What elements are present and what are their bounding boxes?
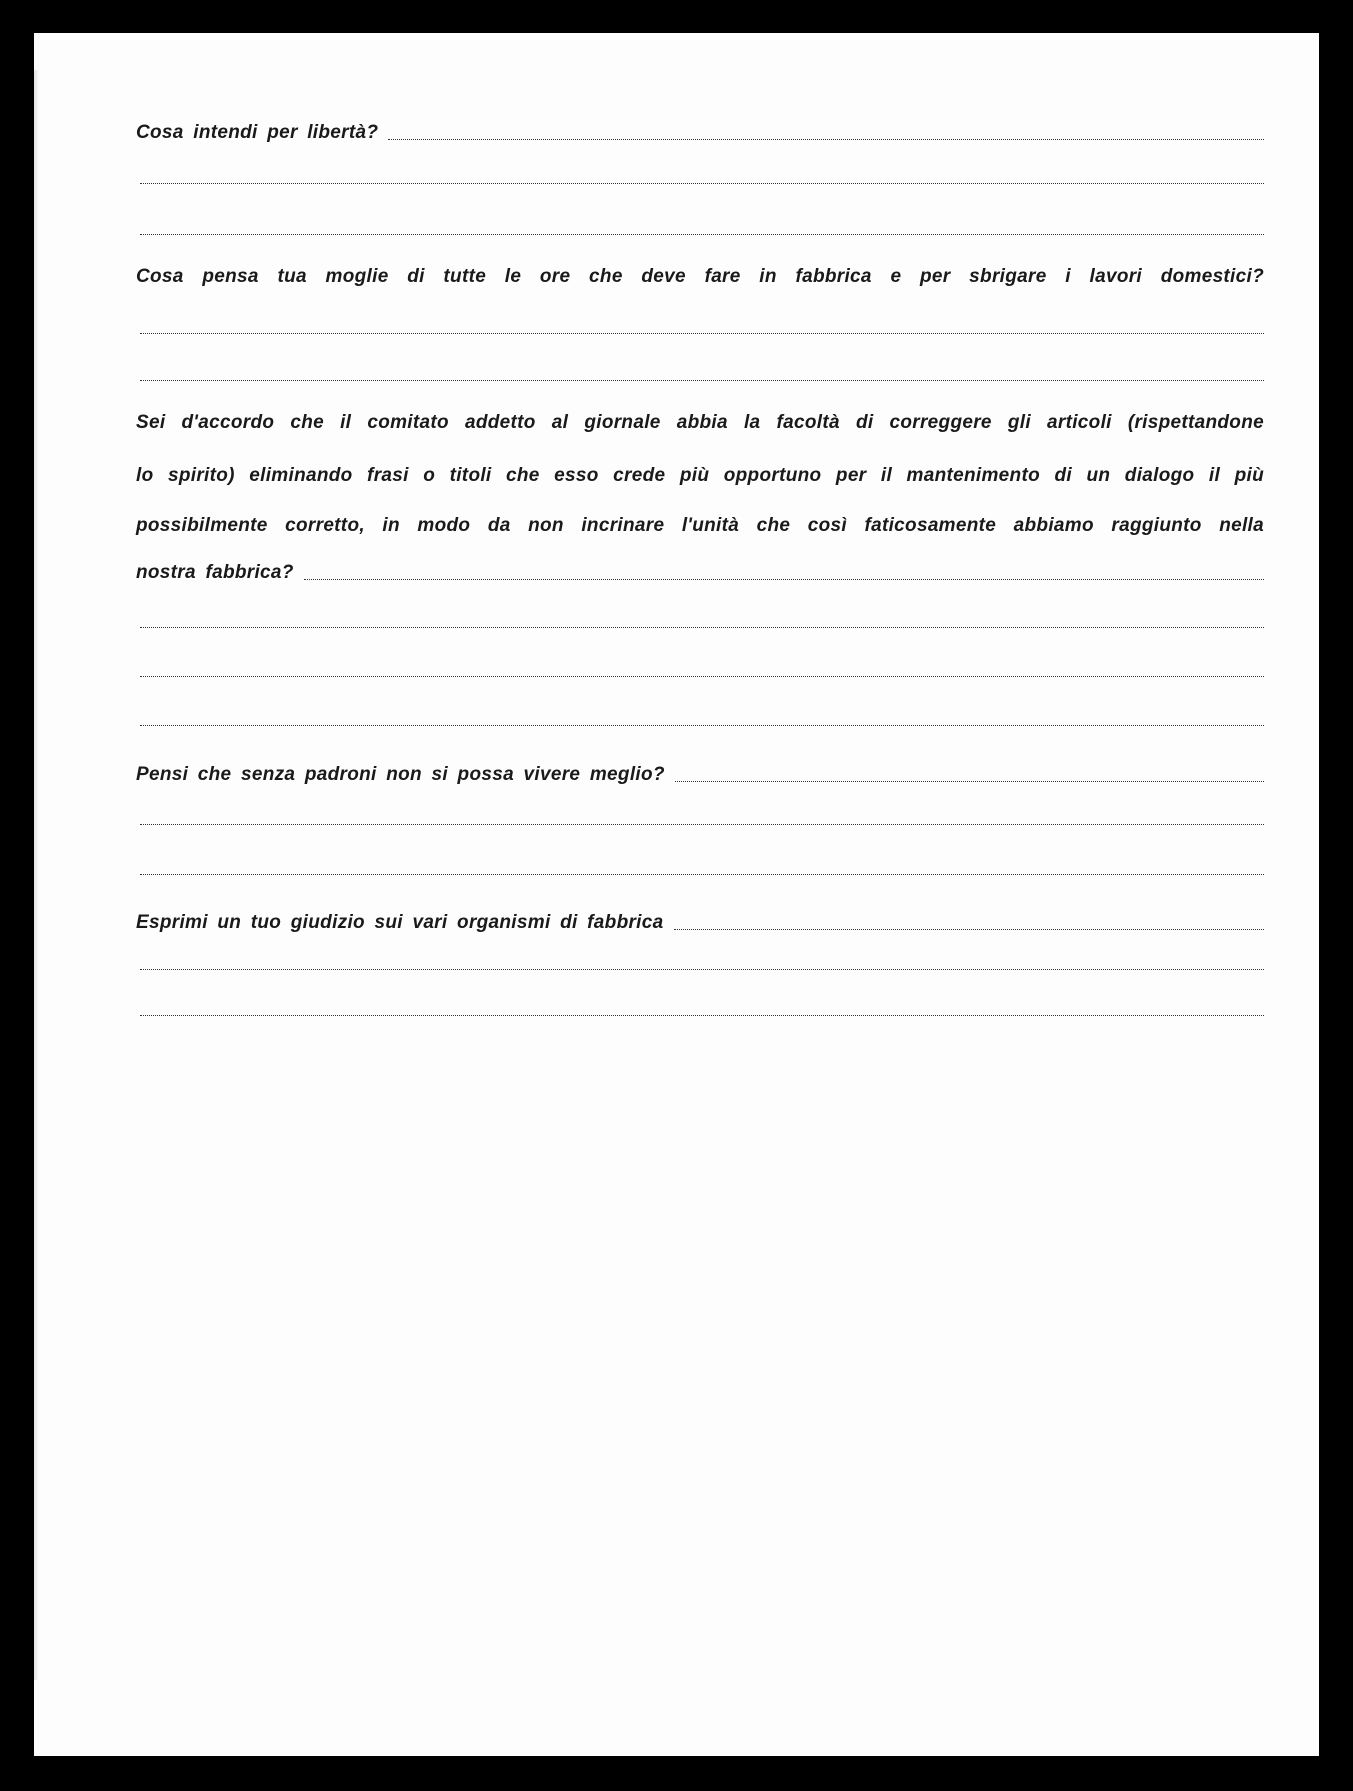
answer-3-line-4[interactable]: [140, 725, 1264, 726]
question-2-text: Cosa pensa tua moglie di tutte le ore che deve fare in fabbrica e per sbrigare i lavori domestici?: [136, 266, 1264, 287]
answer-3-field[interactable]: [304, 579, 1264, 580]
question-3-text-line-4: nostra fabbrica?: [136, 562, 294, 583]
answer-5-line-2[interactable]: [140, 969, 1264, 970]
answer-4-line-3[interactable]: [140, 874, 1264, 875]
question-4-text: Pensi che senza padroni non si possa vivere meglio?: [136, 764, 665, 785]
answer-2-line-2[interactable]: [140, 380, 1264, 381]
answer-3-line-3[interactable]: [140, 676, 1264, 677]
answer-5-line-3[interactable]: [140, 1015, 1264, 1016]
question-1: [136, 116, 1264, 146]
answer-3-line-2[interactable]: [140, 627, 1264, 628]
question-3-last-line: [136, 556, 1264, 586]
answer-2-line-1[interactable]: [140, 333, 1264, 334]
question-3-text-line-3: possibilmente corretto, in modo da non incrinare l'unità che così faticosamente abbiamo raggiunto nella: [136, 515, 1264, 536]
page-binding-edge: [34, 70, 38, 1680]
answer-1-field[interactable]: [388, 139, 1264, 140]
answer-4-line-2[interactable]: [140, 824, 1264, 825]
question-5-text: Esprimi un tuo giudizio sui vari organismi di fabbrica: [136, 912, 664, 933]
question-5: [136, 906, 1264, 936]
answer-4-field[interactable]: [675, 781, 1264, 782]
question-1-text: Cosa intendi per libertà?: [136, 122, 379, 143]
answer-1-line-2[interactable]: [140, 183, 1264, 184]
question-4: [136, 758, 1264, 788]
question-3-text-line-2: lo spirito) eliminando frasi o titoli che esso crede più opportuno per il mantenimento di un dialogo il più: [136, 465, 1264, 486]
question-3-text-line-1: Sei d'accordo che il comitato addetto al giornale abbia la facoltà di correggere gli articoli (rispettandone: [136, 412, 1264, 433]
document-page: [34, 33, 1319, 1756]
answer-5-field[interactable]: [674, 929, 1265, 930]
answer-1-line-3[interactable]: [140, 234, 1264, 235]
